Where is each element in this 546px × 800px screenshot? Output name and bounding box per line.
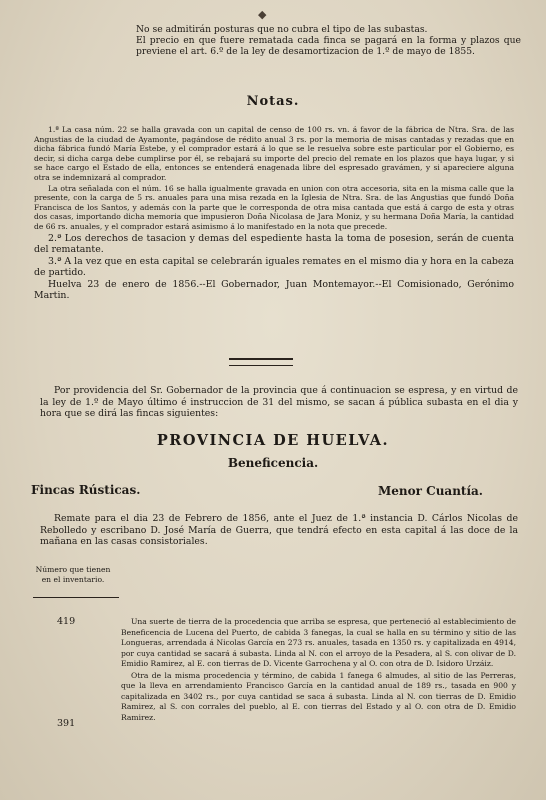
notes-section bbox=[34, 124, 514, 301]
lot-item bbox=[57, 617, 517, 670]
lot-number: 419 bbox=[57, 616, 76, 627]
lot-item bbox=[57, 671, 517, 729]
lot-number: 391 bbox=[57, 717, 76, 729]
notes-heading: Notas. bbox=[246, 94, 300, 109]
intro-line-2: El precio en que fuere rematada cada finca se pagará en la forma y plazos que previene el art. 6.º de la ley de desamortizacion de 1.º de mayo de 1855. bbox=[136, 35, 521, 57]
inventory-number-heading: Número que tienen en el inventario. bbox=[35, 565, 111, 584]
lot-description: Otra de la misma procedencia y término, de cabida 1 fanega 6 almudes, al sitio de las Perreras, que la lleva en arrendamiento Francisco García en la cantidad anual de 189 rs., tasada en 900 y capitalizada en 3402 rs., por cuya cantidad se saca á subasta. Linda al N. con tierras de D. Emidio Ramirez, al S. con corrales del pueblo, al E. con tierras del Estado y al O. con otra de D. Emidio Ramirez. bbox=[121, 670, 516, 722]
signature-line: Huelva 23 de enero de 1856.--El Gobernador, Juan Montemayor.--El Comisionado, Gerónimo Martin. bbox=[34, 278, 514, 301]
province-heading: PROVINCIA DE HUELVA. bbox=[156, 432, 390, 449]
cuantia-heading: Menor Cuantía. bbox=[378, 484, 483, 498]
intro-conditions bbox=[136, 24, 521, 57]
fincas-heading: Fincas Rústicas. bbox=[31, 483, 141, 497]
lots-list bbox=[57, 617, 517, 729]
providencia-paragraph: Por providencia del Sr. Gobernador de la provincia que á continuacion se espresa, y en virtud de la ley de 1.º de Mayo último é instruccion de 31 del mismo, se sacan á pública subasta en el dia y hora que se dirá las fincas siguientes: bbox=[40, 385, 518, 420]
section-divider bbox=[229, 358, 293, 366]
remate-paragraph: Remate para el dia 23 de Febrero de 1856, ante el Juez de 1.ª instancia D. Cárlos Nicolas de Rebolledo y escribano D. José María de Guerra, que tendrá efecto en esta capital á las doce de la mañana en las casas consistoriales. bbox=[40, 513, 518, 548]
note-2: 2.ª Los derechos de tasacion y demas del espediente hasta la toma de posesion, serán de cuenta del rematante. bbox=[34, 232, 514, 255]
note-3: 3.ª A la vez que en esta capital se celebrarán iguales remates en el mismo dia y hora en la cabeza de partido. bbox=[34, 255, 514, 278]
inventory-number-rule bbox=[33, 597, 119, 598]
intro-line-1: No se admitirán posturas que no cubra el tipo de las subastas. bbox=[136, 24, 428, 35]
beneficencia-heading: Beneficencia. bbox=[227, 456, 319, 470]
lot-description: Una suerte de tierra de la procedencia que arriba se espresa, que perteneció al establecimiento de Beneficencia de Lucena del Puerto, de cabida 3 fanegas, la cual se halla en su término y sitio de las Longueras, arrendada á Nicolas García en 273 rs. anuales, tasada en 1350 rs. y capitalizada en 4914, por cuya cantidad se sacará á subasta. Linda al N. con el arroyo de la Pesadera, al S. con olivar de D. Emidio Ramirez, al E. con tierras de D. Vicente Garrochena y al O. con otra de D. Isidoro Urzáiz. bbox=[121, 617, 516, 668]
note-1-continued: La otra señalada con el núm. 16 se halla igualmente gravada en union con otra accesoria, sita en la misma calle que la presente, con la carga de 5 rs. anuales para una misa rezada en la Iglesia de Ntra. Sra. de las Angustias que fundó Doña Francisca de los Santos, y además con la parte que le corresponda de otra misa cantada que está á cargo de esta y otras dos casas, importando dicha memoria que impusieron Doña Nicolasa de Jara Moniz, y su hermana Doña María, la cantidad de 66 rs. anuales, y el comprador estará asimismo á lo manifestado en la nota que precede. bbox=[34, 183, 514, 231]
ornament-glyph: ◆ bbox=[258, 8, 267, 21]
note-1: 1.ª La casa núm. 22 se halla gravada con un capital de censo de 100 rs. vn. á favor de la fábrica de Ntra. Sra. de las Angustias de la ciudad de Ayamonte, pagándose de rédito anual 3 rs. por la memoria de misas cantadas y rezadas que en dicha fábrica fundó María Estebe, y el comprador estará á lo que se le resuelva sobre este particular por el Gobierno, es decir, si dicha carga debe cumplirse por él, se rebajará su importe del precio del remate en los plazos que haya lugar, y si se hace cargo el Estado de ella, entonces se entenderá enagenada libre del espresado gravámen, y si apareciere alguna otra se indemnizará al comprador. bbox=[34, 125, 514, 182]
